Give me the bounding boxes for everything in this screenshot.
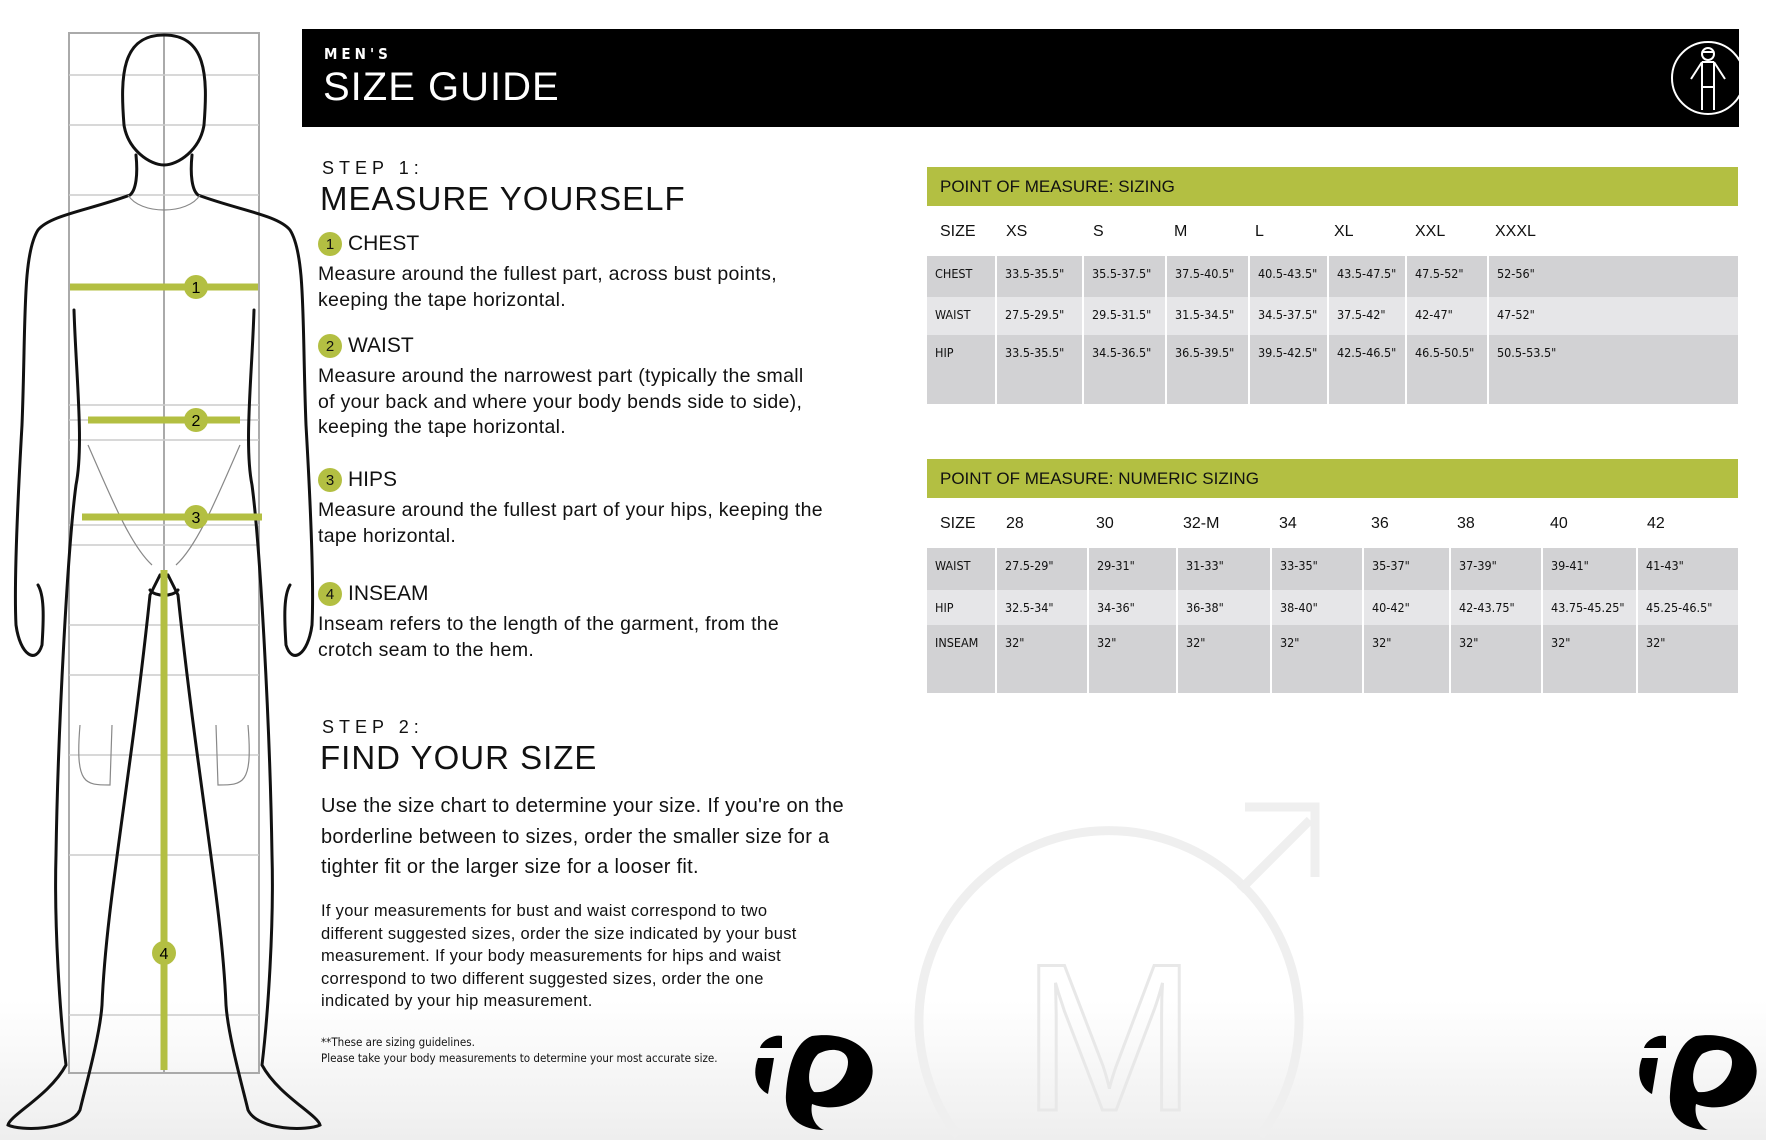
measure-inseam [318,582,858,663]
measure-hips [318,468,858,549]
row-label: WAIST [927,548,997,590]
column-header: SIZE [940,223,976,240]
measure-heading: HIPS [348,468,398,491]
column-header: 28 [1006,515,1024,532]
table-row [927,256,1738,297]
table-cell: 43.5-47.5" [1329,256,1407,297]
table-cell: 42-47" [1407,297,1489,335]
table-row [927,625,1738,693]
table-cell: 32.5-34" [997,590,1089,625]
table-cell: 39.5-42.5" [1250,335,1329,404]
table-cell: 27.5-29" [997,548,1089,590]
table-cell: 47.5-52" [1407,256,1489,297]
table-cell: 33.5-35.5" [997,256,1084,297]
table-header-row [927,498,1738,548]
measure-text: Measure around the fullest part of your hips, keeping the [318,499,823,521]
table-cell: 38-40" [1272,590,1364,625]
numeric-sizing-table [927,459,1738,693]
measure-chest [318,232,858,313]
column-header: 30 [1096,515,1114,532]
footnote: **These are sizing guidelines. Please take your body measurements to determine your most accurate size. [321,1035,718,1065]
table-cell: 50.5-53.5" [1497,345,1557,360]
table-cell: 33-35" [1272,548,1364,590]
column-header: 42 [1647,515,1665,532]
table-row [927,335,1738,404]
row-label: CHEST [927,256,997,297]
measure-text: of your back and where your body bends side to side), [318,390,803,413]
measure-heading: WAIST [348,334,414,357]
row-label: INSEAM [927,625,997,693]
table-cell: 37.5-42" [1329,297,1407,335]
table-cell: 27.5-29.5" [997,297,1084,335]
table-cell: 31.5-34.5" [1167,297,1250,335]
table-row [927,548,1738,590]
table-cell: 43.75-45.25" [1543,590,1638,625]
column-header: SIZE [940,515,976,532]
table-cell: 32" [1543,625,1638,693]
header-subtitle: MEN'S [324,45,392,63]
table-cell: 32" [1646,635,1666,650]
table-cell: 39-41" [1543,548,1638,590]
table-title: POINT OF MEASURE: SIZING [927,167,1738,206]
measure-text: keeping the tape horizontal. [318,288,566,311]
table-cell: 52-56" [1497,266,1535,281]
table-cell: 32" [1451,625,1543,693]
table-cell: 37-39" [1451,548,1543,590]
table-cell: 31-33" [1178,548,1272,590]
page-header [302,29,1739,127]
table-cell: 32" [1178,625,1272,693]
column-header: L [1255,223,1264,240]
table-row [927,590,1738,625]
column-header: 32-M [1183,515,1220,532]
step1-title: MEASURE YOURSELF [320,180,686,217]
column-header: 40 [1550,515,1568,532]
table-cell: 29.5-31.5" [1084,297,1167,335]
inseam-marker: 4 [159,946,169,963]
sizing-table [927,167,1738,404]
step2-paragraph: Use the size chart to determine your size. If you're on the borderline between to sizes, order the smaller size for a tighter fit or the larger size for a looser fit. [321,795,844,878]
column-header: S [1093,223,1104,240]
table-cell: 47-52" [1497,307,1535,322]
table-header-row [927,206,1738,256]
hip-marker: 3 [191,510,201,527]
table-cell: 40-42" [1364,590,1451,625]
column-header: 36 [1371,515,1389,532]
person-circle-icon [1663,32,1739,124]
row-label: HIP [927,335,997,404]
measure-text: tape horizontal. [318,524,457,547]
chest-marker: 1 [191,280,201,297]
table-cell: 36-38" [1178,590,1272,625]
step2-note: If your measurements for bust and waist correspond to two different suggested sizes, order the size indicated by your bust measurement. If your body measurements for hips and waist correspond to two different suggested sizes, order the one indicated by your hip measurement. [321,902,797,1010]
number-badge: 1 [318,232,342,256]
column-header: XXL [1415,223,1446,240]
measure-text: keeping the tape horizontal. [318,416,566,438]
table-cell: 32" [1272,625,1364,693]
column-header: XXXL [1495,223,1536,240]
table-title: POINT OF MEASURE: NUMERIC SIZING [927,459,1738,498]
waist-marker: 2 [191,413,201,430]
column-header: 38 [1457,515,1475,532]
measure-waist [318,334,858,441]
table-cell: 32" [1364,625,1451,693]
column-header: XS [1006,223,1028,240]
table-cell: 36.5-39.5" [1167,335,1250,404]
table-cell: 37.5-40.5" [1167,256,1250,297]
row-label: WAIST [927,297,997,335]
step2-title: FIND YOUR SIZE [320,739,598,776]
table-cell: 34-36" [1089,590,1178,625]
page-title: SIZE GUIDE [323,65,560,109]
step1-label: STEP 1: [322,158,424,178]
row-label: HIP [927,590,997,625]
step2-label: STEP 2: [322,717,424,737]
measure-text: crotch seam to the hem. [318,638,535,661]
table-cell: 32" [1089,625,1178,693]
measure-heading: INSEAM [348,582,429,605]
watermark-letter: M [1021,920,1197,1140]
column-header: XL [1334,223,1354,240]
table-cell: 34.5-37.5" [1250,297,1329,335]
measure-text: Inseam refers to the length of the garment, from the [318,613,780,635]
measure-text: Measure around the narrowest part (typically the small [318,365,804,387]
number-badge: 3 [318,468,342,492]
table-cell: 35.5-37.5" [1084,256,1167,297]
column-header: 34 [1279,515,1297,532]
table-cell: 41-43" [1646,558,1684,573]
table-row [927,297,1738,335]
number-badge: 2 [318,334,342,358]
body-measurement-figure [0,25,330,1135]
table-cell: 32" [997,625,1089,693]
table-cell: 40.5-43.5" [1250,256,1329,297]
table-cell: 46.5-50.5" [1407,335,1489,404]
number-badge: 4 [318,582,342,606]
measure-text: Measure around the fullest part, across bust points, [318,263,777,285]
pearl-izumi-logo-icon [752,1034,877,1130]
table-cell: 45.25-46.5" [1646,600,1713,615]
table-cell: 35-37" [1364,548,1451,590]
pearl-izumi-logo-icon [1636,1034,1761,1130]
table-cell: 42.5-46.5" [1329,335,1407,404]
table-cell: 33.5-35.5" [997,335,1084,404]
male-symbol-icon [900,780,1340,1140]
table-cell: 42-43.75" [1451,590,1543,625]
table-cell: 34.5-36.5" [1084,335,1167,404]
table-cell: 29-31" [1089,548,1178,590]
column-header: M [1174,223,1188,240]
measure-heading: CHEST [348,232,420,255]
